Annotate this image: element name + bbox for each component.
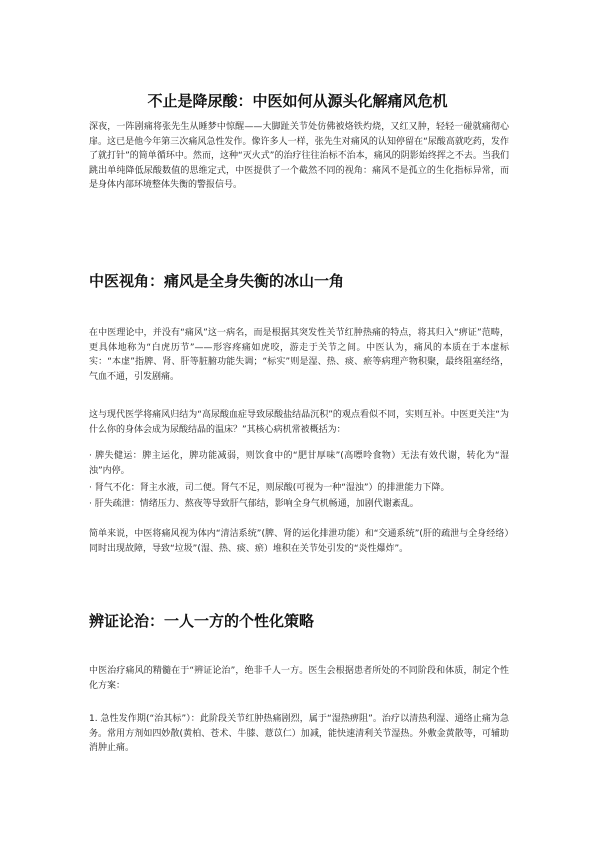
section2-heading: 辨证论治：一人一方的个性化策略 — [89, 612, 315, 630]
bullet-item-spleen: · 脾失健运：脾主运化，脾功能减弱，则饮食中的“肥甘厚味”(高嘌呤食物）无法有效代谢，转化为“湿浊”内停。 — [89, 451, 509, 476]
bullet-item-liver: · 肝失疏泄：情绪压力、熬夜等导致肝气郁结，影响全身气机畅通，加剧代谢紊乱。 — [89, 499, 419, 509]
section1-paragraph-3: 简单来说，中医将痛风视为体内“清洁系统”(脾、肾的运化排泄功能）和“交通系统”(肝的疏泄与全身经络）同时出现故障，导致“垃圾”(湿、热、痰、瘀）堆积在关节处引发的“炎性爆炸”。 — [89, 529, 509, 554]
section1-paragraph-1: 在中医理论中，并没有“痛风”这一病名，而是根据其突发性关节红肿热痛的特点，将其归入“痹证”范畴，更具体地称为“白虎历节”——形容疼痛如虎咬，游走于关节之间。中医认为，痛风的本质在于本虚标实：“本虚”指脾、肾、肝等脏腑功能失调；“标实”则是湿、热、痰、瘀等病理产物积聚，最终阻塞经络，气血不通，引发剧痛。 — [89, 328, 509, 382]
section2-paragraph-1: 中医治疗痛风的精髓在于“辨证论治”，绝非千人一方。医生会根据患者所处的不同阶段和体质，制定个性化方案： — [89, 666, 509, 691]
section2-paragraph-2: 1. 急性发作期(“治其标”）：此阶段关节红肿热痛剧烈，属于“湿热痹阻”。治疗以清热利湿、通络止痛为急务。常用方剂如四妙散(黄柏、苍术、牛膝、薏苡仁）加减，能快速清利关节湿热。外敷金黄散等，可辅助消肿止痛。 — [89, 714, 509, 753]
page-title: 不止是降尿酸：中医如何从源头化解痛风危机 — [147, 92, 448, 110]
section1-paragraph-2: 这与现代医学将痛风归结为“高尿酸血症导致尿酸盐结晶沉积”的观点看似不同，实则互补。中医更关注“为什么你的身体会成为尿酸结晶的温床？”其核心病机常被概括为： — [89, 410, 509, 435]
section1-heading: 中医视角：痛风是全身失衡的冰山一角 — [89, 272, 345, 290]
bullet-item-kidney: · 肾气不化：肾主水液，司二便。肾气不足，则尿酸(可视为一种“湿浊”）的排泄能力下降。 — [89, 483, 450, 493]
intro-paragraph: 深夜，一阵剧痛将张先生从睡梦中惊醒——大脚趾关节处仿佛被烙铁灼烧，又红又肿，轻轻一碰就痛彻心扉。这已是他今年第三次痛风急性发作。像许多人一样，张先生对痛风的认知停留在“尿酸高就吃药，发作了就打针”的简单循环中。然而，这种“灭火式”的治疗往往治标不治本，痛风的阴影始终挥之不去。当我们跳出单纯降低尿酸数值的思维定式，中医提供了一个截然不同的视角：痛风不是孤立的生化指标异常，而是身体内部环境整体失衡的警报信号。 — [89, 122, 509, 190]
